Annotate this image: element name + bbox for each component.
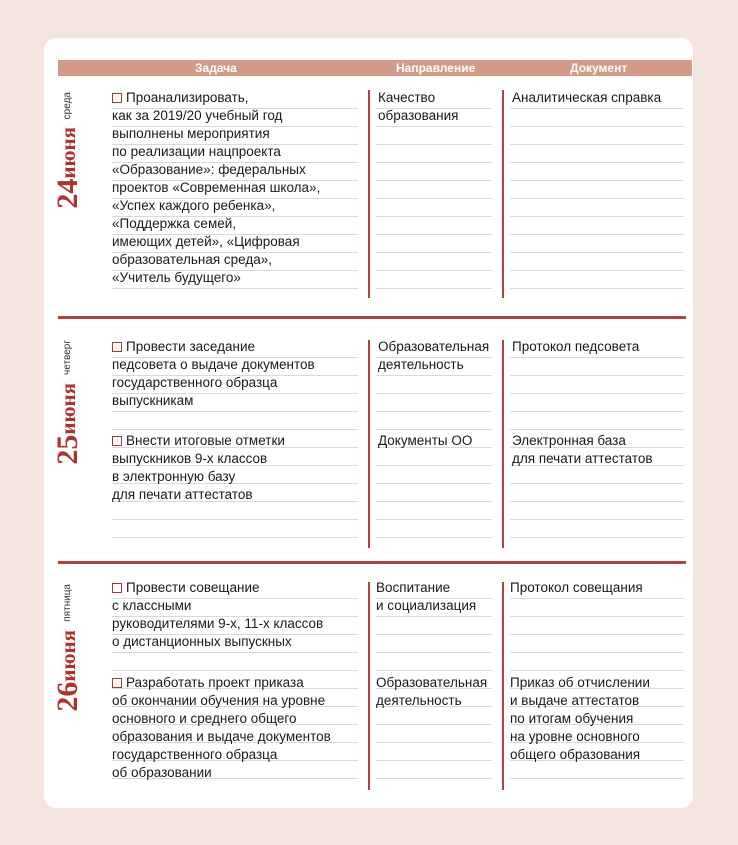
day-divider <box>58 561 686 564</box>
day-number: 25 <box>51 434 84 465</box>
task-item[interactable]: Проанализировать, как за 2019/20 учебный год выполнены мероприятия по реализации нацпроекта «Образование»: федеральных проектов «Современная школа», «Успех каждого ребенка», «Поддержка семей, имеющих детей», «Цифровая образовательная среда», «Учитель будущего» <box>112 90 321 285</box>
checkbox-icon[interactable] <box>112 583 122 593</box>
task-item[interactable]: Разработать проект приказа об окончании обучения на уровне основного и среднего общего образования и выдаче документов государственного образца об образовании <box>112 675 331 780</box>
date <box>51 379 84 465</box>
month: июня <box>56 127 80 179</box>
task-item[interactable]: Провести совещание с классными руководителями 9-х, 11-х классов о дистанционных выпускных <box>112 580 324 649</box>
column-divider <box>368 90 370 298</box>
month: июня <box>56 383 80 435</box>
task-direction: Образовательная деятельность <box>378 339 490 372</box>
task-document: Приказ об отчислении и выдаче аттестатов по итогам обучения на уровне основного общего образования <box>510 675 650 762</box>
checkbox-icon[interactable] <box>112 93 122 103</box>
checkbox-icon[interactable] <box>112 678 122 688</box>
header-document: Документ <box>570 61 628 75</box>
day-number: 24 <box>51 178 84 209</box>
checkbox-icon[interactable] <box>112 342 122 352</box>
column-divider <box>368 340 370 548</box>
column-divider <box>502 340 504 548</box>
weekday: среда <box>62 92 73 120</box>
day-label-24 <box>51 92 84 209</box>
column-divider <box>502 90 504 298</box>
weekday: пятница <box>62 584 73 622</box>
task-direction: Воспитание и социализация <box>376 580 477 613</box>
date <box>51 123 84 209</box>
task-item[interactable]: Провести заседание педсовета о выдаче документов государственного образца выпускникам <box>112 339 315 408</box>
task-document: Электронная база для печати аттестатов <box>512 433 653 466</box>
header-task: Задача <box>195 61 237 75</box>
weekday: четверг <box>62 340 73 375</box>
task-direction: Качество образования <box>378 90 459 123</box>
task-direction: Документы ОО <box>378 433 473 448</box>
checkbox-icon[interactable] <box>112 436 122 446</box>
task-document: Протокол совещания <box>510 580 643 595</box>
column-divider <box>502 582 504 790</box>
column-divider <box>368 582 370 790</box>
task-document: Протокол педсовета <box>512 339 640 354</box>
task-document: Аналитическая справка <box>512 90 662 105</box>
task-item[interactable]: Внести итоговые отметки выпускников 9-х классов в электронную базу для печати аттестатов <box>112 433 285 502</box>
day-divider <box>58 316 686 319</box>
day-label-26 <box>51 584 84 712</box>
month: июня <box>56 629 80 682</box>
date <box>51 626 84 712</box>
day-label-25 <box>51 340 84 465</box>
header-direction: Направление <box>396 61 476 75</box>
day-number: 26 <box>51 681 84 712</box>
task-direction: Образовательная деятельность <box>376 675 488 708</box>
table-header <box>58 60 692 76</box>
